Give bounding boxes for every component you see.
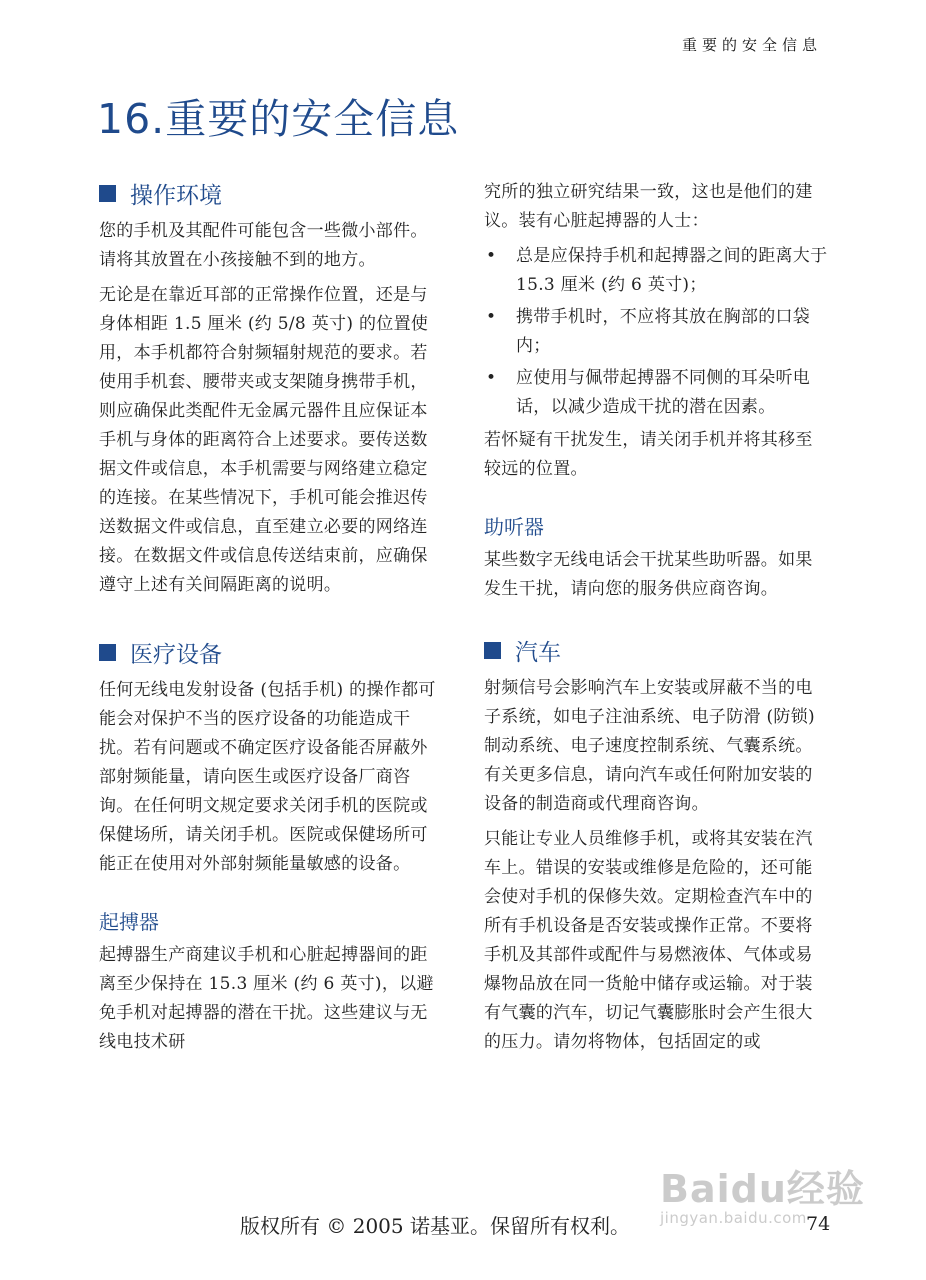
section-vehicles [484,632,829,668]
watermark-url: jingyan.baidu.com [660,1209,807,1227]
left-column [99,175,444,1063]
page-number: 74 [806,1213,831,1235]
paragraph: 您的手机及其配件可能包含一些微小部件。请将其放置在小孩接触不到的地方。 [99,221,428,270]
paragraph: 射频信号会影响汽车上安装或屏蔽不当的电子系统，如电子注油系统、电子防滑 (防锁) 制动系统、电子速度控制系统、气囊系统。有关更多信息，请向汽车或任何附加安装的设备的制造商或代理商咨询。 [484,678,815,814]
right-column [484,178,829,1063]
square-bullet-icon [99,185,116,202]
watermark [660,1158,865,1227]
list-item: • 应使用与佩带起搏器不同侧的耳朵听电话，以减少造成干扰的潜在因素。 [484,364,829,422]
subsection-pacemaker: 起搏器 [99,910,159,934]
square-bullet-icon [484,642,501,659]
square-bullet-icon [99,644,116,661]
section-heading: 操作环境 [130,182,222,209]
paragraph: 究所的独立研究结果一致，这也是他们的建议。装有心脏起搏器的人士： [484,182,813,231]
watermark-logo: Baidu经验 [660,1167,865,1211]
paragraph: 若怀疑有干扰发生，请关闭手机并将其移至较远的位置。 [484,430,813,479]
section-medical-devices [99,634,444,670]
running-head: 重要的安全信息 [681,36,822,54]
subsection-hearing-aids: 助听器 [484,515,544,539]
paragraph: 起搏器生产商建议手机和心脏起搏器间的距离至少保持在 15.3 厘米 (约 6 英寸)，以避免手机对起搏器的潜在干扰。这些建议与无线电技术研 [99,945,434,1052]
bullet-dot-icon: • [486,368,497,388]
bullet-dot-icon: • [486,246,497,266]
paragraph: 无论是在靠近耳部的正常操作位置，还是与身体相距 1.5 厘米 (约 5/8 英寸) 的位置使用，本手机都符合射频辐射规范的要求。若使用手机套、腰带夹或支架随身携带手机，则应确保此类配件无金属元器件且应保证本手机与身体的距离符合上述要求。要传送数据文件或信息，本手机需要与网络建立稳定的连接。在某些情况下，手机可能会推迟传送数据文件或信息，直至建立必要的网络连接。在数据文件或信息传送结束前，应确保遵守上述有关间隔距离的说明。 [99,285,429,595]
paragraph: 任何无线电发射设备 (包括手机) 的操作都可能会对保护不当的医疗设备的功能造成干扰。若有问题或不确定医疗设备能否屏蔽外部射频能量，请向医生或医疗设备厂商咨询。在任何明文规定要求关闭手机的医院或保健场所，请关闭手机。医院或保健场所可能正在使用对外部射频能量敏感的设备。 [99,680,436,874]
section-heading: 医疗设备 [130,641,222,668]
paragraph: 某些数字无线电话会干扰某些助听器。如果发生干扰，请向您的服务供应商咨询。 [484,550,813,599]
pacemaker-bullet-list [484,242,829,422]
chapter-title: 16.重要的安全信息 [97,95,460,143]
list-item: • 总是应保持手机和起搏器之间的距离大于 15.3 厘米 (约 6 英寸)； [484,242,829,300]
list-item: • 携带手机时，不应将其放在胸部的口袋内； [484,303,829,361]
copyright-footer: 版权所有 © 2005 诺基亚。保留所有权利。 [240,1214,630,1238]
section-operating-environment [99,175,444,211]
section-heading: 汽车 [515,639,561,666]
paragraph: 只能让专业人员维修手机，或将其安装在汽车上。错误的安装或维修是危险的，还可能会使对手机的保修失效。定期检查汽车中的所有手机设备是否安装或操作正常。不要将手机及其部件或配件与易燃液体、气体或易爆物品放在同一货舱中储存或运输。对于装有气囊的汽车，切记气囊膨胀时会产生很大的压力。请勿将物体，包括固定的或 [484,829,813,1052]
bullet-dot-icon: • [486,307,497,327]
